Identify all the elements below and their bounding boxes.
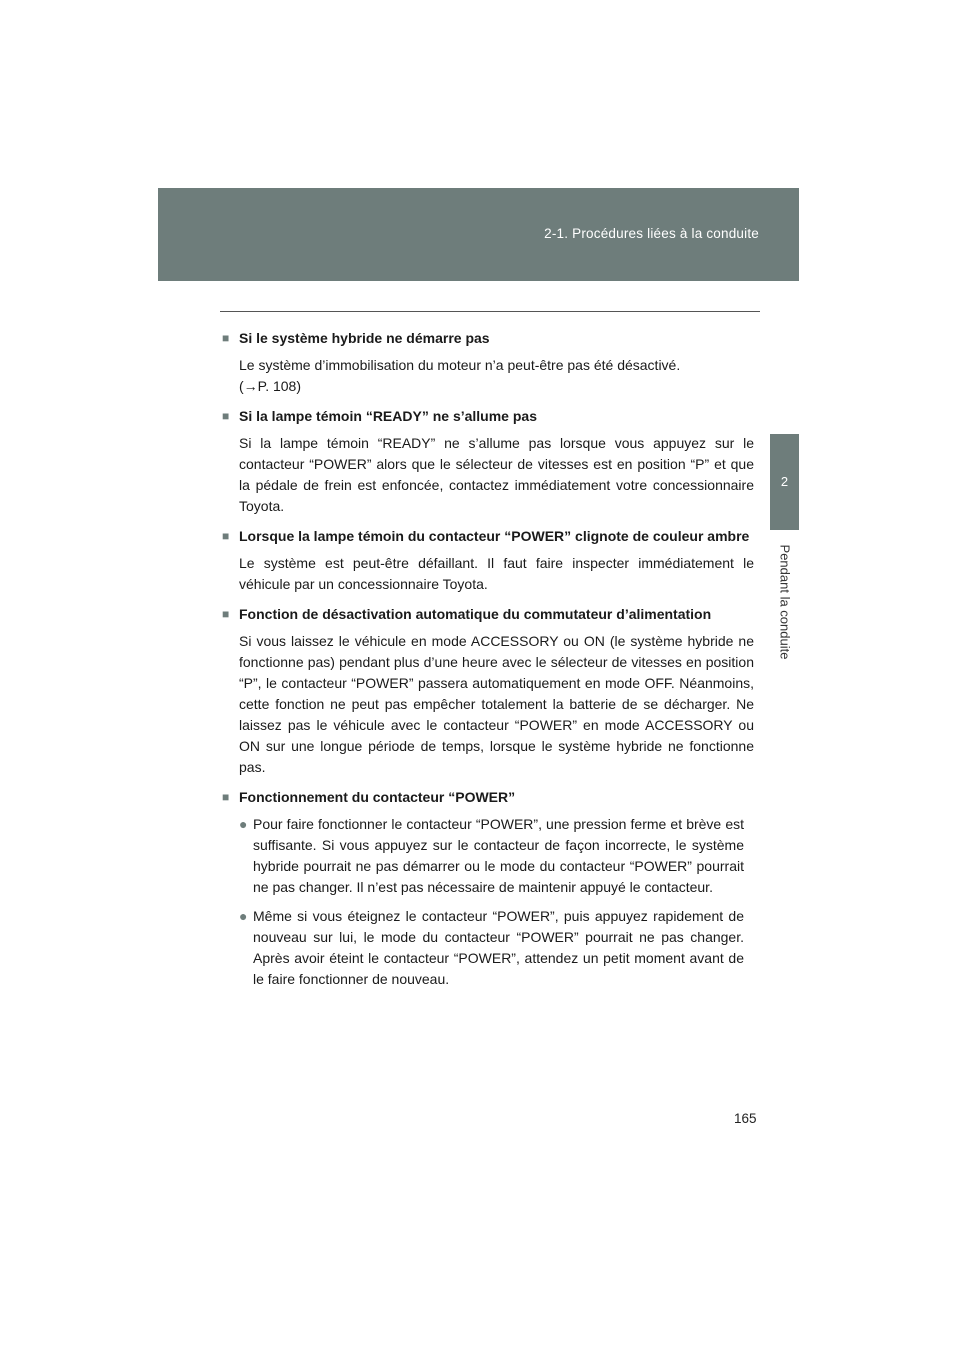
section-title: Si la lampe témoin “READY” ne s’allume pas <box>239 408 537 424</box>
circle-bullet-icon: ● <box>239 816 248 832</box>
section-text: Si vous laissez le véhicule en mode ACCESSORY ou ON (le système hybride ne fonctionne pas) pendant plus d’une heure avec le sélecteur de vitesses en position “P”, le contacteur “POWER” passera automatiquement en mode OFF. Néanmoins, cette fonction ne peut pas empêcher totalement la batterie de se décharger. Ne laissez pas le véhicule avec le contacteur “POWER” en mode ACCESSORY ou ON sur une longue période de temps, lorsque le système hybride ne fonctionne pas. <box>239 633 754 775</box>
section-title: Fonctionnement du contacteur “POWER” <box>239 789 516 805</box>
square-bullet-icon: ■ <box>222 607 230 621</box>
section-title: Fonction de désactivation automatique du commutateur d’alimentation <box>239 606 712 622</box>
chapter-number: 2 <box>780 474 789 489</box>
list-item: ● Même si vous éteignez le contacteur “POWER”, puis appuyez rapidement de nouveau sur lui, le mode du contacteur “POWER” pourrait ne pas changer. Après avoir éteint le contacteur “POWER”, attendez un petit moment avant de le faire fonctionner de nouveau. <box>239 906 754 990</box>
square-bullet-icon: ■ <box>222 409 230 423</box>
chapter-side-label: Pendant la conduite <box>777 544 793 660</box>
section-title: Si le système hybride ne démarre pas <box>239 330 490 346</box>
page-reference-link[interactable]: P. 108 <box>257 378 297 394</box>
page-content <box>222 328 754 999</box>
section-ready-lamp <box>222 406 754 517</box>
chapter-side-tab <box>770 434 799 530</box>
chapter-header <box>158 188 799 281</box>
square-bullet-icon: ■ <box>222 790 230 804</box>
section-text: Si la lampe témoin “READY” ne s’allume pas lorsque vous appuyez sur le contacteur “POWER” alors que le sélecteur de vitesses est en position “P” et que la pédale de frein est enfoncée, contactez immédiatement votre concessionnaire Toyota. <box>239 435 754 514</box>
page-number: 165 <box>734 1111 757 1126</box>
section-title: Lorsque la lampe témoin du contacteur “POWER” clignote de couleur ambre <box>239 528 750 544</box>
section-text: Le système d’immobilisation du moteur n’a peut-être pas été désactivé. (→P. 108) <box>239 357 681 394</box>
section-auto-off <box>222 604 754 778</box>
list-item: ● Pour faire fonctionner le contacteur “POWER”, une pression ferme et brève est suffisante. Si vous appuyez sur le contacteur de façon incorrecte, le système hybride pourrait ne pas démarrer ou le mode du contacteur “POWER” pourrait ne pas changer. Il n’est pas nécessaire de maintenir appuyé le contacteur. <box>239 814 754 898</box>
circle-bullet-icon: ● <box>239 908 248 924</box>
section-text: Le système est peut-être défaillant. Il faut faire inspecter immédiatement le véhicule par un concessionnaire Toyota. <box>239 555 754 592</box>
chapter-title: 2-1. Procédures liées à la conduite <box>544 226 759 241</box>
arrow-right-icon: → <box>243 378 258 394</box>
header-rule <box>220 311 760 312</box>
section-power-switch <box>222 787 754 990</box>
square-bullet-icon: ■ <box>222 529 230 543</box>
section-amber-blink <box>222 526 754 595</box>
square-bullet-icon: ■ <box>222 331 230 345</box>
section-hybrid-not-start <box>222 328 754 397</box>
